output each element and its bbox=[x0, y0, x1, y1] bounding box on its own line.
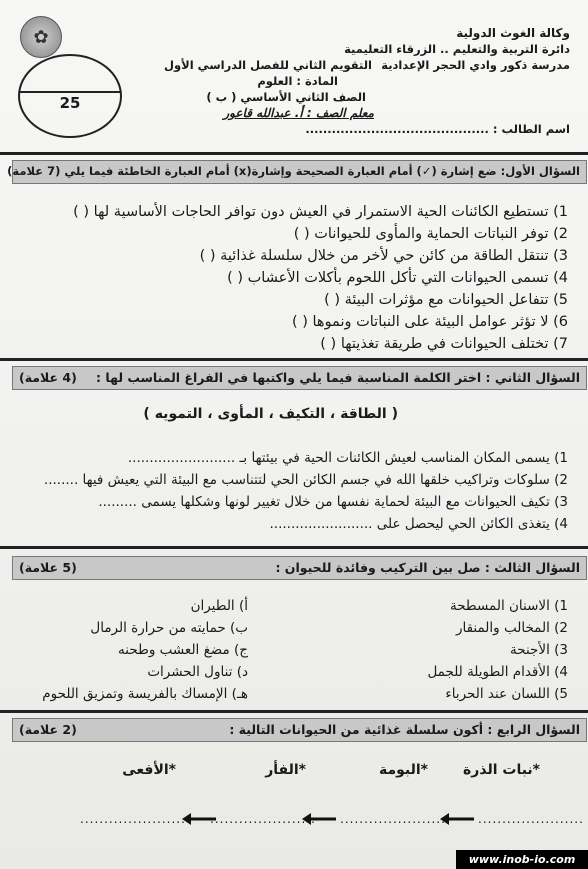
q4-blank-3[interactable]: ...................... bbox=[210, 812, 316, 826]
q3-structure-4: 4) الأقدام الطويلة للجمل bbox=[427, 664, 568, 680]
q1-item-7: 7) تختلف الحيوانات في طريقة تغذيتها ( ) bbox=[320, 336, 568, 352]
q4-blank-1[interactable]: ...................... bbox=[478, 812, 584, 826]
q3-structure-3: 3) الأجنحة bbox=[510, 642, 568, 658]
q3-function-b: ب) حمايته من حرارة الرمال bbox=[90, 620, 248, 636]
q3-structure-5: 5) اللسان عند الحرباء bbox=[445, 686, 568, 702]
q4-blank-2[interactable]: ...................... bbox=[340, 812, 446, 826]
q3-function-d: د) تناول الحشرات bbox=[147, 664, 248, 680]
q2-item-4: 4) يتغذى الكائن الحي ليحصل على ........................ bbox=[269, 516, 568, 532]
divider-1 bbox=[0, 152, 588, 155]
q2-word-bank: ( الطاقة ، التكيف ، المأوى ، التمويه ) bbox=[143, 406, 398, 422]
q4-option-corn: *نبات الذرة bbox=[463, 762, 540, 778]
footer-url: www.inob-io.com bbox=[456, 850, 588, 869]
score-circle bbox=[18, 54, 122, 138]
department-name: دائرة التربية والتعليم .. الزرقاء التعليمية bbox=[344, 42, 570, 56]
q2-item-3: 3) تكيف الحيوانات مع البيئة لحماية نفسها من خلال تغيير لونها وشكلها يسمى ......... bbox=[98, 494, 568, 510]
q3-function-c: ج) مضغ العشب وطحنه bbox=[118, 642, 248, 658]
q4-option-snake: *الأفعى bbox=[122, 762, 176, 778]
exam-title: التقويم الثاني للفصل الدراسي الأول bbox=[164, 58, 372, 72]
q2-title: السؤال الثاني : اختر الكلمة المناسبة فيما يلي واكتبها في الفراغ المناسب لها : bbox=[96, 370, 580, 385]
q4-header-bar bbox=[12, 718, 587, 742]
q3-function-e: هـ) الإمساك بالفريسة وتمزيق اللحوم bbox=[42, 686, 248, 702]
q1-item-3: 3) تنتقل الطاقة من كائن حي لأخر من خلال سلسلة غذائية ( ) bbox=[199, 248, 568, 264]
q2-item-2: 2) سلوكات وتراكيب خلقها الله في جسم الكائن الحي لتتناسب مع البيئة التي يعيش فيها ........ bbox=[43, 472, 568, 488]
divider-3 bbox=[0, 546, 588, 549]
agency-name: وكالة الغوث الدولية bbox=[456, 26, 570, 40]
un-logo-icon: ✿ bbox=[20, 16, 62, 58]
arrow-left-icon bbox=[182, 812, 218, 826]
q3-title: السؤال الثالث : صل بين التركيب وفائدة للحيوان : bbox=[275, 560, 580, 575]
score-value: 25 bbox=[59, 94, 81, 112]
q1-header-bar bbox=[7, 160, 587, 184]
q3-marks: (5 علامة) bbox=[19, 560, 77, 575]
q1-item-2: 2) توفر النباتات الحماية والمأوى للحيوانات ( ) bbox=[293, 226, 568, 242]
teacher-name: معلم الصف : أ. عبدالله قاعور bbox=[223, 106, 374, 120]
student-name-field[interactable]: اسم الطالب : .......................................... bbox=[305, 122, 570, 136]
q1-item-4: 4) تسمى الحيوانات التي تأكل اللحوم بأكلات الأعشاب ( ) bbox=[227, 270, 568, 286]
q3-function-a: أ) الطيران bbox=[190, 598, 248, 614]
q3-structure-1: 1) الاسنان المسطحة bbox=[449, 598, 568, 614]
q4-marks: (2 علامة) bbox=[19, 722, 77, 737]
q1-item-5: 5) تتفاعل الحيوانات مع مؤثرات البيئة ( ) bbox=[324, 292, 568, 308]
school-name: مدرسة ذكور وادي الحجر الإعدادية bbox=[381, 58, 570, 72]
divider-2 bbox=[0, 358, 588, 361]
divider-4 bbox=[0, 710, 588, 713]
q4-blank-4[interactable]: ...................... bbox=[80, 812, 186, 826]
q2-marks: (4 علامة) bbox=[19, 370, 77, 385]
q2-item-1: 1) يسمى المكان المناسب لعيش الكائنات الحية في بيئتها بـ ......................... bbox=[127, 450, 568, 466]
q1-item-6: 6) لا تؤثر عوامل البيئة على النباتات ونموها ( ) bbox=[291, 314, 568, 330]
q1-title: السؤال الأول: ضع إشارة (✓) أمام العبارة الصحيحة وإشارة(x) أمام العبارة الخاطئة فيما يلي (7 علامة) bbox=[7, 164, 580, 178]
q2-header-bar bbox=[12, 366, 587, 390]
score-divider bbox=[20, 91, 120, 93]
q3-header-bar bbox=[12, 556, 587, 580]
subject-label: المادة : العلوم bbox=[257, 74, 338, 88]
q4-title: السؤال الرابع : أكون سلسلة غذائية من الحيوانات التالية : bbox=[229, 722, 580, 737]
q1-item-1: 1) تستطيع الكائنات الحية الاستمرار في العيش دون توافر الحاجات الأساسية لها ( ) bbox=[73, 204, 568, 220]
grade-label: الصف الثاني الأساسي ( ب ) bbox=[206, 90, 366, 104]
q4-option-mouse: *الفأر bbox=[265, 762, 306, 778]
q4-option-owl: *البومة bbox=[378, 762, 428, 778]
q3-structure-2: 2) المخالب والمنقار bbox=[455, 620, 568, 636]
